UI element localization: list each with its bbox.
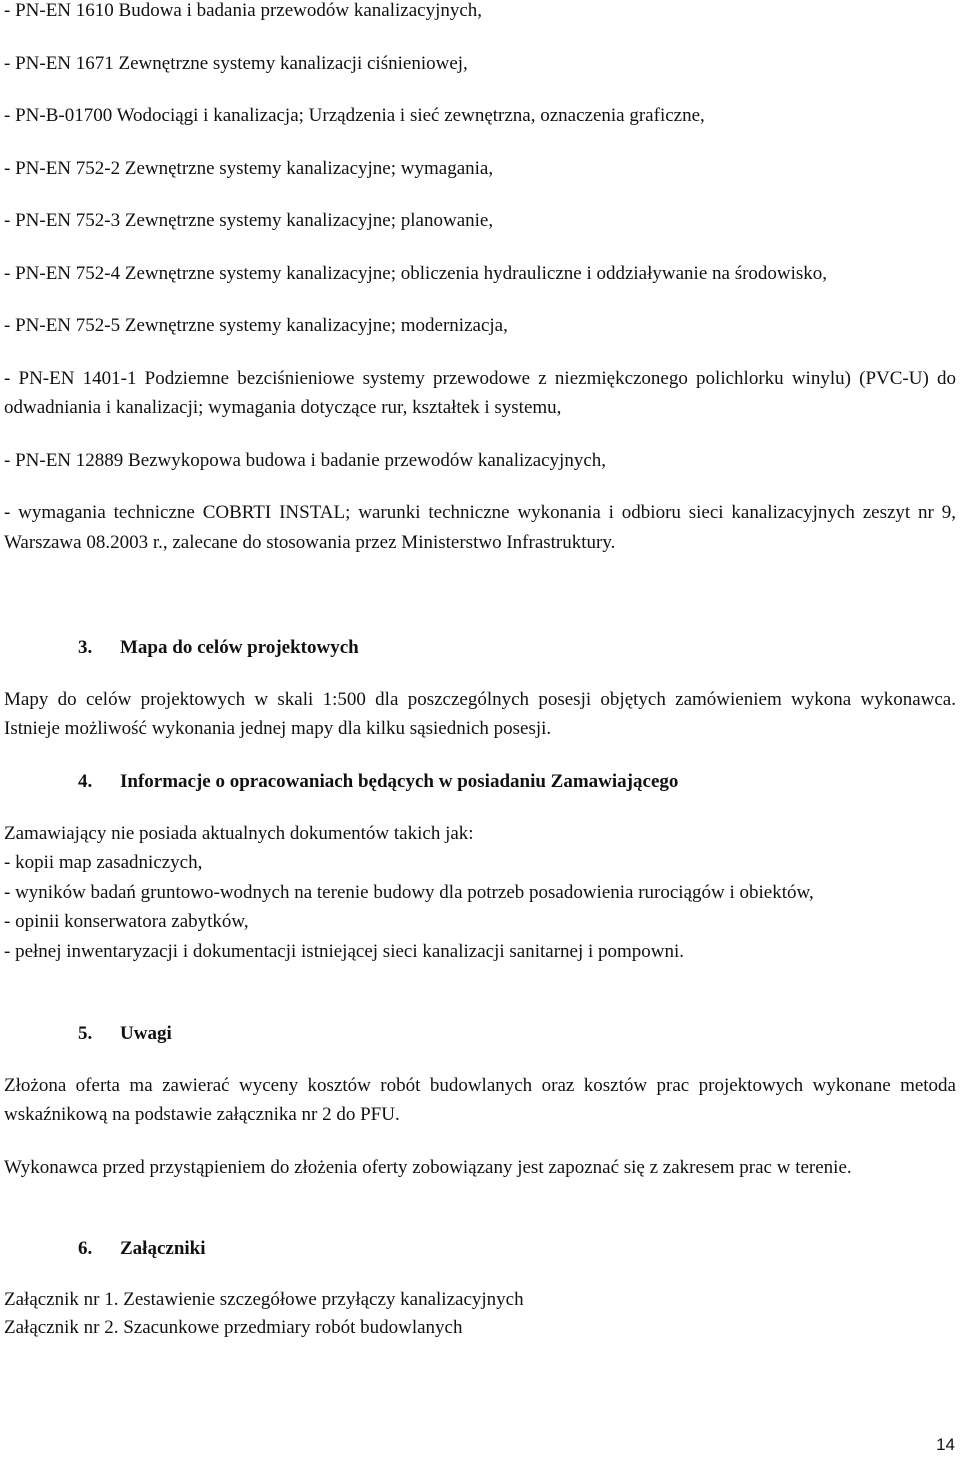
section-heading xyxy=(4,1019,956,1049)
section-heading xyxy=(4,1234,956,1264)
section-number: 5. xyxy=(78,1023,93,1044)
section-heading xyxy=(4,633,956,663)
list-item: - PN-EN 752-3 Zewnętrzne systemy kanalizacyjne; planowanie, xyxy=(4,210,494,231)
section-title: Mapa do celów projektowych xyxy=(120,637,359,658)
list-item: - PN-EN 1610 Budowa i badania przewodów kanalizacyjnych, xyxy=(4,0,483,21)
section-intro: Zamawiający nie posiada aktualnych dokumentów takich jak: xyxy=(4,822,474,844)
list-item: - PN-EN 752-5 Zewnętrzne systemy kanalizacyjne; modernizacja, xyxy=(4,315,508,336)
section-4 xyxy=(4,767,956,966)
section-6 xyxy=(4,1234,956,1342)
list-item: - wyników badań gruntowo-wodnych na terenie budowy dla potrzeb posadowienia rurociągów i obiektów, xyxy=(4,881,814,903)
list-item: - PN-EN 1401-1 Podziemne bezciśnieniowe systemy przewodowe z niezmiękczonego polichlorku winylu) (PVC-U) do odwadniania i kanalizacji; wymagania dotyczące rur, kształtek i systemu, xyxy=(4,367,956,418)
attachment-item: Załącznik nr 2. Szacunkowe przedmiary robót budowlanych xyxy=(4,1316,463,1338)
list-item: - PN-EN 752-4 Zewnętrzne systemy kanalizacyjne; obliczenia hydrauliczne i oddziaływanie na środowisko, xyxy=(4,262,828,284)
section-heading xyxy=(4,767,956,797)
section-title: Uwagi xyxy=(120,1023,172,1044)
list-item: - PN-EN 752-2 Zewnętrzne systemy kanalizacyjne; wymagania, xyxy=(4,157,494,179)
list-item: - PN-EN 1671 Zewnętrzne systemy kanalizacji ciśnieniowej, xyxy=(4,52,468,74)
list-item: - opinii konserwatora zabytków, xyxy=(4,911,249,932)
section-paragraph: Wykonawca przed przystąpieniem do złożenia oferty zobowiązany jest zapoznać się z zakresem prac w terenie. xyxy=(4,1156,852,1178)
attachment-item: Załącznik nr 1. Zestawienie szczegółowe przyłączy kanalizacyjnych xyxy=(4,1288,524,1310)
section-text: Mapy do celów projektowych w skali 1:500 dla poszczególnych posesji objętych zamówieniem wykona wykonawca. Istnieje możliwość wykonania jednej mapy dla kilku sąsiednich posesji. xyxy=(4,688,956,739)
section-title: Załączniki xyxy=(120,1238,206,1259)
section-5 xyxy=(4,1019,956,1182)
section-number: 3. xyxy=(78,637,93,658)
section-3 xyxy=(4,633,956,744)
list-item: - PN-B-01700 Wodociągi i kanalizacja; Urządzenia i sieć zewnętrzna, oznaczenia graficzne, xyxy=(4,105,705,126)
section-number: 4. xyxy=(78,771,93,792)
list-item: - pełnej inwentaryzacji i dokumentacji istniejącej sieci kanalizacji sanitarnej i pompowni. xyxy=(4,940,685,962)
section-title: Informacje o opracowaniach będących w posiadaniu Zamawiającego xyxy=(120,771,679,792)
section-number: 6. xyxy=(78,1238,93,1259)
list-item: - kopii map zasadniczych, xyxy=(4,852,203,873)
list-item: - PN-EN 12889 Bezwykopowa budowa i badanie przewodów kanalizacyjnych, xyxy=(4,449,607,471)
section-paragraph: Złożona oferta ma zawierać wyceny kosztów robót budowlanych oraz kosztów prac projektowych wykonane metoda wskaźnikową na podstawie załącznika nr 2 do PFU. xyxy=(4,1074,956,1125)
list-item: - wymagania techniczne COBRTI INSTAL; warunki techniczne wykonania i odbioru sieci kanalizacyjnych zeszyt nr 9, Warszawa 08.2003 r., zalecane do stosowania przez Ministerstwo Infrastruktury. xyxy=(4,502,956,553)
standards-list xyxy=(4,0,956,580)
page-number: 14 xyxy=(936,1435,955,1454)
